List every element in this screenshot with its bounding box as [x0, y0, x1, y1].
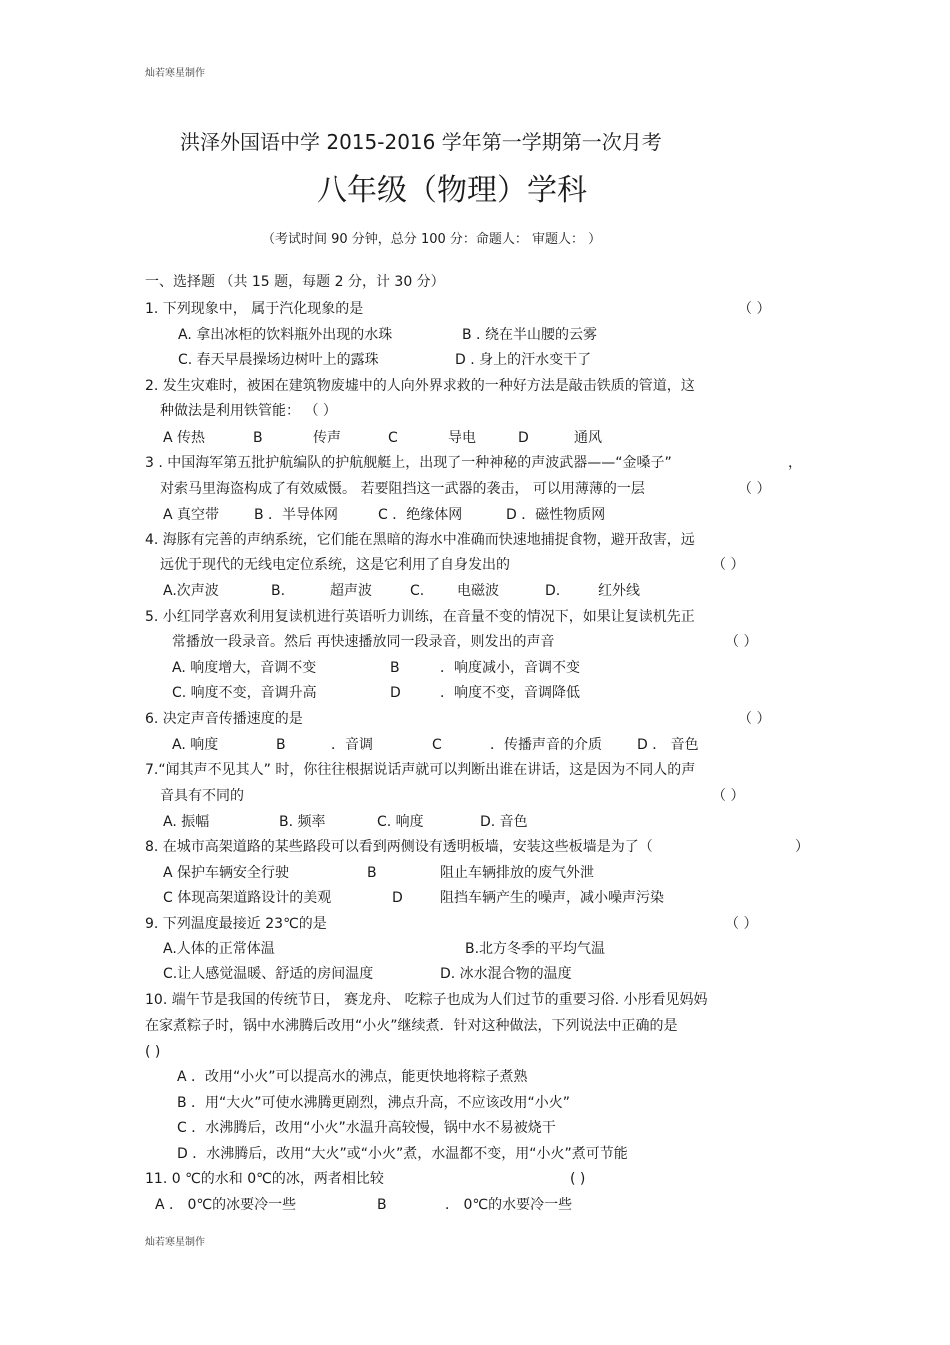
- q7-answer-paren: （ ）: [712, 788, 745, 804]
- q2-option-c-letter: C: [388, 430, 398, 446]
- q4-option-c-text: 电磁波: [457, 583, 499, 599]
- q10-option-b: B ．用“大火”可使水沸腾更剧烈，沸点升高，不应该改用“小火”: [177, 1095, 571, 1111]
- q5-answer-paren: （ ）: [725, 634, 758, 650]
- q2-option-a: A 传热: [163, 430, 206, 446]
- q9-option-a: A.人体的正常体温: [163, 941, 275, 957]
- q7-stem-line2: 音具有不同的: [160, 788, 244, 804]
- q9-option-b: B.北方冬季的平均气温: [465, 941, 606, 957]
- exam-title: 洪泽外国语中学 2015-2016 学年第一学期第一次月考: [180, 130, 662, 154]
- q6-option-d: D ． 音色: [637, 737, 699, 753]
- q6-option-c-text: ．传播声音的介质: [490, 737, 602, 753]
- q3-option-b: B ．半导体网: [254, 507, 339, 523]
- q4-answer-paren: （ ）: [712, 557, 745, 573]
- q8-option-c: C 体现高架道路设计的美观: [163, 890, 332, 906]
- q8-stem: 8. 在城市高架道路的某些路段可以看到两侧设有透明板墙，安装这些板墙是为了（: [145, 839, 653, 855]
- q5-option-c: C. 响度不变，音调升高: [172, 685, 317, 701]
- q9-stem: 9. 下列温度最接近 23℃的是: [145, 916, 327, 932]
- q4-option-c-letter: C.: [410, 583, 425, 599]
- q10-option-d: D ．水沸腾后，改用“大火”或“小火”煮，水温都不变，用“小火”煮可节能: [177, 1146, 628, 1162]
- q9-option-d: D. 冰水混合物的温度: [440, 966, 572, 982]
- q5-stem-line2: 常播放一段录音。然后 再快速播放同一段录音，则发出的声音: [172, 634, 555, 650]
- q11-option-a: A ． 0℃的冰要冷一些: [155, 1197, 297, 1213]
- q6-answer-paren: （ ）: [738, 711, 771, 727]
- q6-option-b-text: ．音调: [331, 737, 373, 753]
- section-heading: 一、选择题 （共 15 题，每题 2 分，计 30 分）: [145, 274, 445, 290]
- q10-option-c: C ．水沸腾后，改用“小火”水温升高较慢，锅中水不易被烧干: [177, 1120, 556, 1136]
- q1-stem: 1. 下列现象中， 属于汽化现象的是: [145, 301, 364, 317]
- q7-option-d: D. 音色: [480, 814, 528, 830]
- q4-stem-line2: 远优于现代的无线电定位系统，这是它利用了自身发出的: [160, 557, 510, 573]
- q3-option-a: A 真空带: [163, 507, 220, 523]
- q2-option-d-text: 通风: [574, 430, 602, 446]
- q5-option-a: A. 响度增大，音调不变: [172, 660, 317, 676]
- q7-option-a: A. 振幅: [163, 814, 210, 830]
- q10-option-a: A ．改用“小火”可以提高水的沸点，能更快地将粽子煮熟: [177, 1069, 528, 1085]
- q4-option-d-text: 红外线: [598, 583, 640, 599]
- q8-option-b-text: 阻止车辆排放的废气外泄: [440, 865, 594, 881]
- watermark-top: 灿若寒星制作: [145, 68, 205, 79]
- q6-stem: 6. 决定声音传播速度的是: [145, 711, 303, 727]
- q2-option-b-text: 传声: [313, 430, 341, 446]
- q8-answer-paren-end: ）: [795, 839, 809, 855]
- q1-option-a: A. 拿出冰柜的饮料瓶外出现的水珠: [178, 327, 393, 343]
- q3-answer-paren: （ ）: [738, 481, 771, 497]
- q6-option-b-letter: B: [276, 737, 286, 753]
- q8-option-a: A 保护车辆安全行驶: [163, 865, 290, 881]
- q6-option-a: A. 响度: [172, 737, 219, 753]
- q1-answer-paren: （ ）: [738, 301, 771, 317]
- q10-stem-line2: 在家煮粽子时，锅中水沸腾后改用“小火”继续煮．针对这种做法，下列说法中正确的是: [145, 1018, 678, 1034]
- q4-stem-line1: 4. 海豚有完善的声纳系统，它们能在黑暗的海水中准确而快速地捕捉食物，避开敌害，远: [145, 532, 695, 548]
- q11-stem: 11. 0 ℃的水和 0℃的冰，两者相比较: [145, 1171, 384, 1187]
- q5-option-d-letter: D: [390, 685, 401, 701]
- q2-option-c-text: 导电: [448, 430, 476, 446]
- q11-option-b-text: ． 0℃的水要冷一些: [445, 1197, 573, 1213]
- q4-option-b-text: 超声波: [330, 583, 372, 599]
- q2-option-b-letter: B: [253, 430, 263, 446]
- q3-stem-line2: 对索马里海盗构成了有效威慑。 若要阻挡这一武器的袭击， 可以用薄薄的一层: [160, 481, 645, 497]
- q2-option-d-letter: D: [518, 430, 529, 446]
- q5-option-b-letter: B: [390, 660, 400, 676]
- q3-option-c: C ．绝缘体网: [378, 507, 463, 523]
- q3-option-d: D ．磁性物质网: [506, 507, 606, 523]
- q11-option-b-letter: B: [377, 1197, 387, 1213]
- q7-option-c: C. 响度: [377, 814, 424, 830]
- q6-option-c-letter: C: [432, 737, 442, 753]
- q4-option-a: A.次声波: [163, 583, 219, 599]
- q4-option-b-letter: B.: [271, 583, 286, 599]
- q8-option-b-letter: B: [367, 865, 377, 881]
- q1-option-c: C. 春天早晨操场边树叶上的露珠: [178, 352, 379, 368]
- exam-info: （考试时间 90 分钟，总分 100 分：命题人： 审题人： ）: [262, 232, 602, 247]
- q7-option-b: B. 频率: [279, 814, 326, 830]
- q3-stem-line1: 3 . 中国海军第五批护航编队的护航舰艇上，出现了一种神秘的声波武器——“金嗓子”: [145, 455, 672, 471]
- q1-option-d: D . 身上的汗水变干了: [455, 352, 592, 368]
- q10-stem-line1: 10. 端午节是我国的传统节日， 赛龙舟、 吃粽子也成为人们过节的重要习俗. 小彤看见妈妈: [145, 992, 708, 1008]
- q9-option-c: C.让人感觉温暖、舒适的房间温度: [163, 966, 374, 982]
- q10-answer-paren: ( ): [145, 1044, 161, 1060]
- q5-option-b-text: ．响度减小，音调不变: [440, 660, 580, 676]
- watermark-bottom: 灿若寒星制作: [145, 1237, 205, 1248]
- q7-stem-line1: 7.“闻其声不见其人” 时，你往往根据说话声就可以判断出谁在讲话，这是因为不同人的声: [145, 762, 696, 778]
- q2-stem-line1: 2. 发生灾难时，被困在建筑物废墟中的人向外界求救的一种好方法是敲击铁质的管道，这: [145, 378, 695, 394]
- q9-answer-paren: （ ）: [725, 916, 758, 932]
- q2-stem-line2: 种做法是利用铁管能： （ ）: [160, 403, 337, 419]
- subject-title: 八年级（物理）学科: [317, 173, 587, 208]
- q5-option-d-text: ．响度不变，音调降低: [440, 685, 580, 701]
- q1-option-b: B . 绕在半山腰的云雾: [462, 327, 597, 343]
- q8-option-d-letter: D: [392, 890, 403, 906]
- q3-comma: ，: [788, 455, 802, 471]
- q4-option-d-letter: D.: [545, 583, 561, 599]
- q5-stem-line1: 5. 小红同学喜欢利用复读机进行英语听力训练，在音量不变的情况下，如果让复读机先正: [145, 609, 695, 625]
- q11-answer-paren: ( ): [570, 1171, 586, 1187]
- q8-option-d-text: 阻挡车辆产生的噪声，减小噪声污染: [440, 890, 664, 906]
